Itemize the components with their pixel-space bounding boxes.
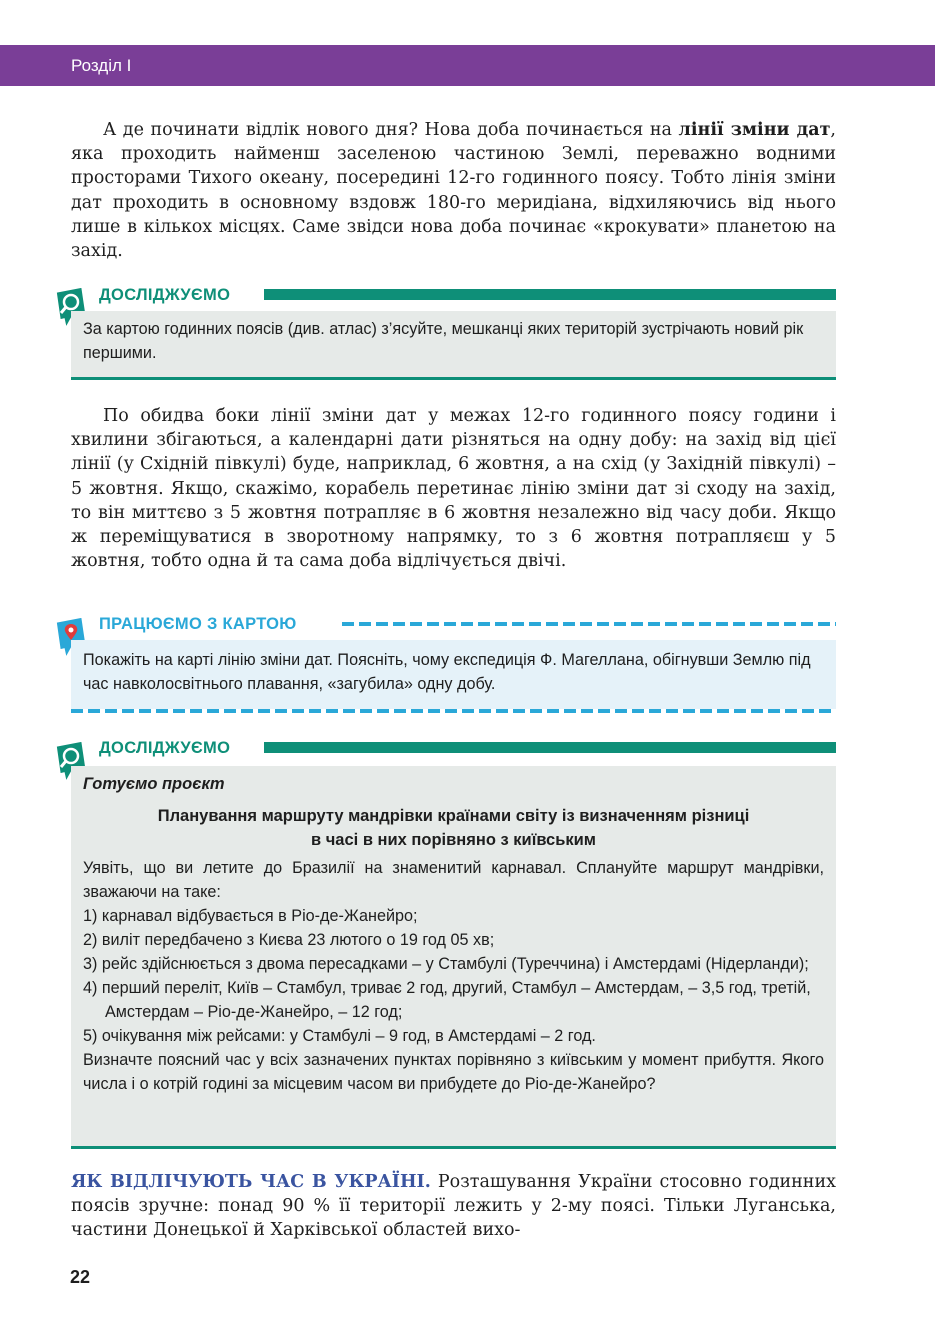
box3-subtitle: Готуємо проєкт [83, 775, 225, 793]
section-header [0, 45, 935, 86]
page-number: 22 [70, 1267, 91, 1287]
box3-heading-line2: в часі в них порівняно з київським [311, 831, 596, 849]
final-paragraph [71, 1170, 836, 1243]
box2-body [71, 640, 836, 709]
body-paragraph [71, 404, 836, 573]
box1-text: За картою годинних поясів (див. атлас) з’ясуйте, мешканці яких територій зустрічають новий рік першими. [83, 320, 804, 362]
box1-title: ДОСЛІДЖУЄМО [99, 286, 231, 304]
intro-term: лінії зміни дат [678, 120, 831, 140]
section-heading: ЯК ВІДЛІЧУЮТЬ ЧАС В УКРАЇНІ. [71, 1172, 431, 1192]
list-item: 3) рейс здійснюється з двома пересадками – у Стамбулі (Туреччина) і Амстердамі (Нідерланди); [83, 955, 809, 973]
task-list [83, 904, 824, 1048]
box3-heading-line1: Планування маршруту мандрівки країнами світу із визначенням різниці [157, 807, 750, 825]
box2-title-line [342, 622, 836, 626]
box1-body [71, 311, 836, 380]
box3-title: ДОСЛІДЖУЄМО [99, 739, 231, 757]
body-paragraph-text: По обидва боки лінії зміни дат у межах 12-го годинного поясу години і хвилини збігаються, а календарні дати різняться на одну добу: на захід від цієї лінії (у Східній півкулі) буде, наприклад, 6 жовтня, а на схід (у Західній півкулі) – 5 жовтня. Якщо, скажімо, корабель перетинає лінію зміни дат зі сходу на захід, то він миттєво з 5 жовтня потрапляє в 6 жовтня незалежно від часу доби. Якщо ж переміщуватися в зворотному напрямку, то з 6 жовтня потрапляєш у 5 жовтня, тобто одна й та сама доба відлічується двічі. [71, 406, 836, 572]
final-text: Розташування України стосовно годинних поясів зручне: понад 90 % її території лежить у 2-му поясі. Тільки Луганська, частини Донецької й Харківської областей вихо- [71, 1172, 837, 1241]
intro-paragraph [71, 118, 836, 263]
box2-bottom-line [71, 709, 836, 713]
box3-closing: Визначте поясний час у всіх зазначених пунктах порівняно з київським у момент прибуття. Якого числа і о котрій годині за місцевим часом ви прибудете до Ріо-де-Жанейро? [83, 1051, 824, 1093]
intro-text-before: А де починати відлік нового дня? Нова доба починається на [103, 120, 679, 140]
list-item: 2) виліт передбачено з Києва 23 лютого о 19 год 05 хв; [83, 931, 495, 949]
list-item: 4) перший переліт, Київ – Стамбул, триває 2 год, другий, Стамбул – Амстердам, – 3,5 год, третій, Амстердам – Ріо-де-Жанейро, – 12 год; [83, 979, 811, 1021]
box3-heading [83, 804, 824, 852]
list-item: 5) очікування між рейсами: у Стамбулі – 9 год, в Амстердамі – 2 год. [83, 1027, 596, 1045]
box3-lead: Уявіть, що ви летите до Бразилії на знаменитий карнавал. Сплануйте маршрут мандрівки, зважаючи на таке: [83, 859, 824, 901]
list-item: 1) карнавал відбувається в Ріо-де-Жанейро; [83, 907, 418, 925]
box2-text: Покажіть на карті лінію зміни дат. Поясніть, чому експедиція Ф. Магеллана, обігнувши Землю під час навколосвітнього плавання, «загубила» одну добу. [83, 651, 811, 693]
box3-body [71, 766, 836, 1149]
box3-title-bar [264, 742, 836, 753]
section-label: Розділ І [71, 56, 132, 75]
box2-title: ПРАЦЮЄМО З КАРТОЮ [99, 615, 297, 633]
box1-title-bar [264, 289, 836, 300]
intro-text-after: , яка проходить найменш заселеною частиною Землі, переважно водними просторами Тихого океану, посередині 12-го годинного поясу. Тобто лінія зміни дат проходить в основному вздовж 180-го меридіана, відхиляючись від нього лише в кількох місцях. Саме звідси нова доба починає «крокувати» планетою на захід. [71, 120, 836, 262]
